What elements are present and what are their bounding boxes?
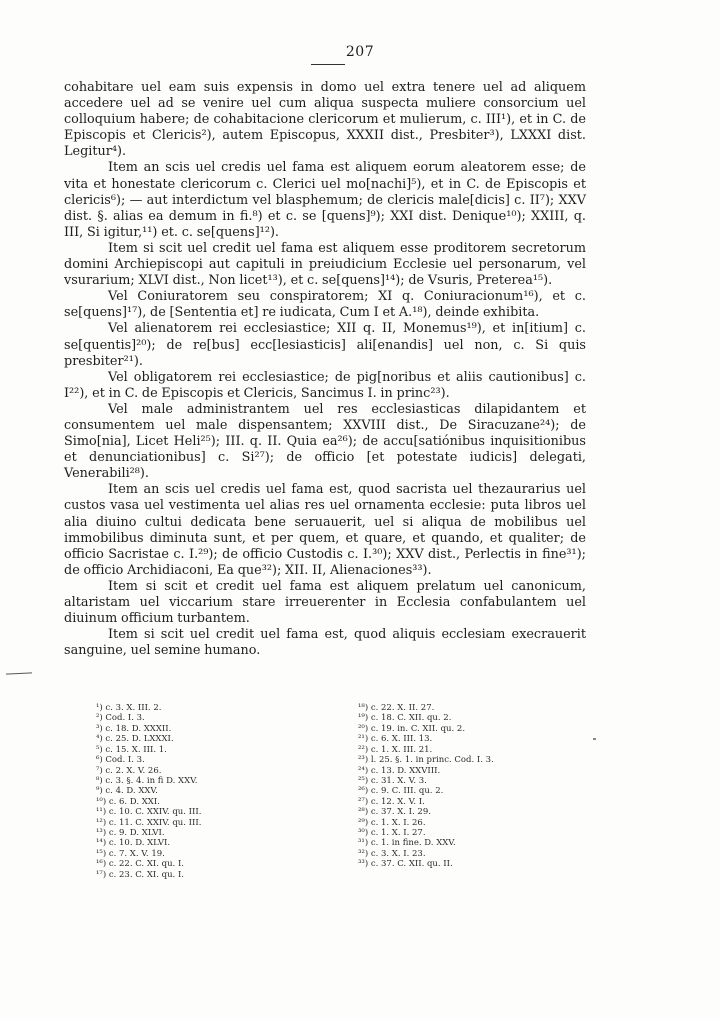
stray-ink-mark (593, 738, 596, 740)
margin-mark (6, 672, 32, 674)
footnote: ⁹) c. 4. D. XXV. (96, 786, 158, 797)
footnote: ²¹) c. 6. X. III. 13. (358, 734, 433, 745)
footnotes-left-column (96, 703, 326, 880)
footnote: ⁵) c. 15. X. III. 1. (96, 744, 167, 755)
paragraph: Item an scis uel credis uel fama est, quod sacrista uel thezaurarius uel custos vasa uel vestimenta uel alias res uel ornamenta ecclesie: puta libros uel alia diuino cultui dedicata bene seruauerit, uel si aliqua de mobilibus uel immobilibus diminuta sunt, et per quem, et quare, et quando, et qualiter; de officio Sacristae c. I.²⁹); de officio Custodis c. I.³⁰); XXV dist., Perlectis in fine³¹); de officio Archidiaconi, Ea que³²); XII. II, Alienaciones³³). (64, 482, 586, 578)
footnote: ⁸) c. 3. §. 4. in fi D. XXV. (96, 775, 198, 786)
footnote: ⁴) c. 25. D. LXXXI. (96, 734, 174, 745)
footnote: ⁷) c. 2. X. V. 26. (96, 765, 162, 776)
footnote: ²⁵) c. 31. X. V. 3. (358, 775, 427, 786)
footnote: ¹⁹) c. 18. C. XII. qu. 2. (358, 713, 452, 724)
page-number: 207 (345, 44, 375, 60)
footnote: ⁶) Cod. I. 3. (96, 755, 145, 766)
footnote: ²³) l. 25. §. 1. in princ. Cod. I. 3. (358, 755, 494, 766)
footnote: ³¹) c. 1. in fine. D. XXV. (358, 838, 456, 849)
paragraph: Item an scis uel credis uel fama est aliquem eorum aleatorem esse; de vita et honestate clericorum c. Clerici uel mo[nachi]⁵), et in C. de Episcopis et clericis⁶); — aut interdictum vel blasphemum; de clericis male[dicis] c. II⁷); XXV dist. §. alias ea demum in fi.⁸) et c. se [quens]⁹); XXI dist. Denique¹⁰); XXIII, q. III, Si igitur,¹¹) et. c. se[quens]¹²). (64, 160, 586, 240)
paragraph: Vel obligatorem rei ecclesiastice; de pig[noribus et aliis cautionibus] c. I²²), et in C. de Episcopis et Clericis, Sancimus I. in princ²³). (64, 369, 586, 401)
footnote: ³²) c. 3. X. I. 23. (358, 848, 426, 859)
footnote: ¹⁵) c. 7. X. V. 19. (96, 848, 165, 859)
page-number-underline (311, 64, 345, 65)
footnote: ³⁰) c. 1. X. I. 27. (358, 828, 426, 839)
body-text (64, 80, 586, 659)
footnote: ²) Cod. I. 3. (96, 713, 145, 724)
footnote: ³³) c. 37. C. XII. qu. II. (358, 859, 453, 870)
footnote: ¹⁶) c. 22. C. XI. qu. I. (96, 859, 185, 870)
footnote: ¹⁷) c. 23. C. XI. qu. I. (96, 869, 185, 880)
footnote: ¹⁸) c. 22. X. II. 27. (358, 703, 435, 713)
footnote: ²⁴) c. 13. D. XXVIII. (358, 765, 441, 776)
footnote: ²⁷) c. 12. X. V. I. (358, 796, 425, 807)
footnote: ²⁸) c. 37. X. I. 29. (358, 807, 431, 818)
paragraph: Item si scit uel credit uel fama est aliquem esse proditorem secretorum domini Archiepiscopi aut capituli in preiudicium Ecclesie uel personarum, vel vsurarium; XLVI dist., Non licet¹³), et c. se[quens]¹⁴); de Vsuris, Preterea¹⁵). (64, 240, 586, 289)
footnote: ³) c. 18. D. XXXII. (96, 723, 172, 734)
paragraph: Vel Coniuratorem seu conspiratorem; XI q. Coniuracionum¹⁶), et c. se[quens]¹⁷), de [Sententia et] re iudicata, Cum I et A.¹⁸), deinde exhibita. (64, 289, 586, 321)
paragraph: cohabitare uel eam suis expensis in domo uel extra tenere uel ad aliquem accedere uel ad se venire uel cum aliqua suspecta muliere consorcium uel colloquium habere; de cohabitacione clericorum et mulierum, c. III¹), et in C. de Episcopis et Clericis²), autem Episcopus, XXXII dist., Presbiter³), LXXXI dist. Legitur⁴). (64, 80, 586, 160)
paragraph: Item si scit uel credit uel fama est, quod aliquis ecclesiam execrauerit sanguine, uel semine humano. (64, 627, 586, 659)
footnotes-right-column (358, 703, 608, 870)
paragraph: Vel male administrantem uel res ecclesiasticas dilapidantem et consumentem uel male dispensantem; XXVIII dist., De Siracuzane²⁴); de Simo[nia], Licet Heli²⁵); III. q. II. Quia ea²⁶); de accu[satiónibus inquisitionibus et denunciationibus] c. Si²⁷); de officio [et potestate iudicis] delegati, Venerabili²⁸). (64, 401, 586, 482)
footnote: ²⁶) c. 9. C. III. qu. 2. (358, 786, 444, 797)
footnote: ¹³) c. 9. D. XLVI. (96, 828, 165, 839)
footnote: ¹⁴) c. 10. D. XLVI. (96, 838, 171, 849)
footnote: ¹¹) c. 10. C. XXIV. qu. III. (96, 807, 202, 818)
footnote: ²⁹) c. 1. X. I. 26. (358, 817, 426, 828)
footnote: ²⁰) c. 19. in. C. XII. qu. 2. (358, 723, 466, 734)
footnote: ¹²) c. 11. C. XXIV. qu. III. (96, 817, 202, 828)
footnote: ¹⁰) c. 6. D. XXI. (96, 796, 160, 807)
footnote: ¹) c. 3. X. III. 2. (96, 703, 162, 713)
paragraph: Vel alienatorem rei ecclesiastice; XII q. II, Monemus¹⁹), et in[itium] c. se[quentis]²⁰); de re[bus] ecc[lesiasticis] ali[enandis] uel non, c. Si quis presbiter²¹). (64, 321, 586, 369)
footnote: ²²) c. 1. X. III. 21. (358, 744, 433, 755)
paragraph: Item si scit et credit uel fama est aliquem prelatum uel canonicum, altaristam uel viccarium stare irreuerenter in Ecclesia confabulantem uel diuinum officium turbantem. (64, 578, 586, 627)
